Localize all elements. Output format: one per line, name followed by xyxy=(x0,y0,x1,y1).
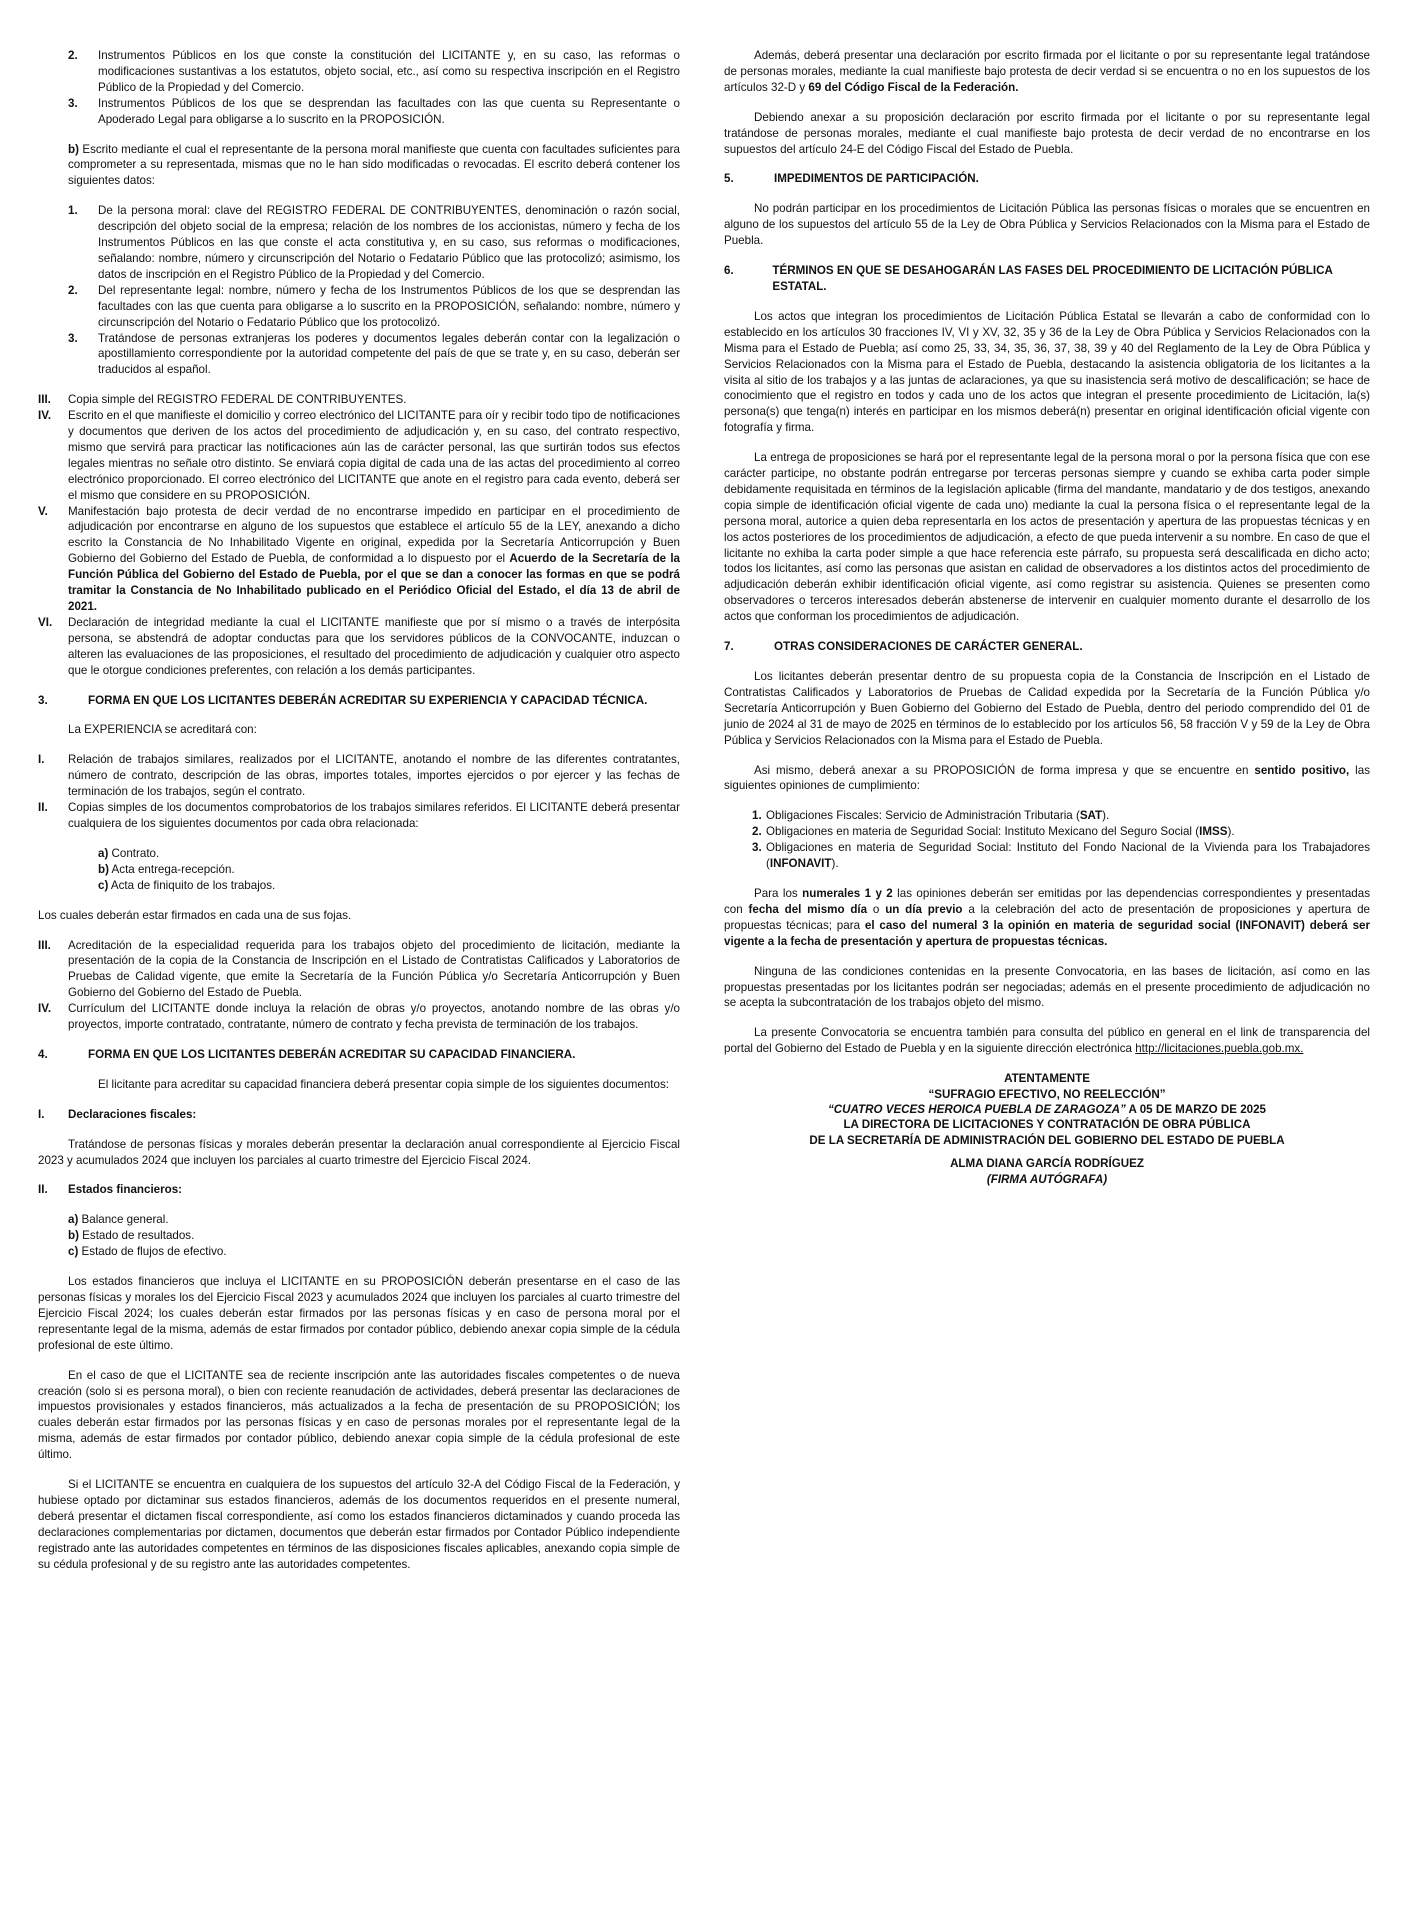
section-title: OTRAS CONSIDERACIONES DE CARÁCTER GENERAL. xyxy=(774,640,1083,654)
acuerdo-reference: Acuerdo de la Secretaría de la Función Pública del Gobierno del Estado de Puebla, por el que se dan a conocer las formas en que se podrá tramitar la Constancia de No Inhabilitado publicado en el Periódico Oficial del Estado, el día 13 de abril de 2021. xyxy=(68,552,680,613)
signature-note: (FIRMA AUTÓGRAFA) xyxy=(986,1172,1108,1186)
item-text: Del representante legal: nombre, número y fecha de los Instrumentos Públicos de los que se desprendan las facultades con las que cuenta para obligarse a lo suscrito en la PROPOSICIÓN, señalando: nombre, número y circunscripción del Notario o Fedatario Público que los protocolizó. xyxy=(98,283,680,329)
paragraph-text: La presente Convocatoria se encuentra también para consulta del público en general en el link de transparencia del portal del Gobierno del Estado de Puebla y en la siguiente dirección electrónica xyxy=(724,1026,1370,1056)
bold-text: 69 del Código Fiscal de la Federación. xyxy=(808,80,1019,94)
section-number: 7. xyxy=(724,640,734,654)
item-number: II. xyxy=(38,1183,48,1197)
item-number: II. xyxy=(38,801,48,815)
item-text: Escrito en el que manifieste el domicilio y correo electrónico del LICITANTE para oír y recibir todo tipo de notificaciones y documentos que deriven de los actos del procedimiento de adjudicación y, en su caso, del contrato respectivo, mismo que servirá para practicar las notificaciones aún las de carácter personal, las que surtirán todos sus efectos legales mientras no señale otro distinto. Se enviará copia digital de cada una de las actas del procedimiento al correo electrónico proporcionado. El correo electrónico del LICITANTE que anote en el registro para cada evento, deberá ser el mismo que considere en su PROPOSICIÓN. xyxy=(68,409,680,502)
item-number: III. xyxy=(38,393,51,407)
section-number: 4. xyxy=(38,1047,48,1061)
motto-line: “SUFRAGIO EFECTIVO, NO REELECCIÓN” xyxy=(928,1087,1166,1101)
item-text-part: Obligaciones en materia de Seguridad Social: Instituto Mexicano del Seguro Social ( xyxy=(766,825,1200,839)
paragraph: Los estados financieros que incluya el LICITANTE en su PROPOSICIÓN deberán presentarse en el caso de las personas físicas y morales los del Ejercicio Fiscal 2023 y acumulados 2024 que incluyen los parciales al cuarto trimestre del Ejercicio Fiscal 2024; los cuales deberán estar firmados por las personas físicas y en caso de persona moral por el representante legal de la misma, además de estar firmados por contador público, debiendo anexar copia simple de la cédula profesional de este último. xyxy=(38,1275,680,1352)
subsection-title: Estados financieros: xyxy=(68,1183,183,1197)
item-marker: b) xyxy=(68,1229,79,1243)
bold-text: numerales 1 y 2 xyxy=(802,886,893,900)
section-title: IMPEDIMENTOS DE PARTICIPACIÓN. xyxy=(774,172,979,186)
agency-acronym: SAT xyxy=(1079,809,1103,823)
bold-text: un día previo xyxy=(885,902,963,916)
item-number: IV. xyxy=(38,409,52,423)
item-number: 2. xyxy=(68,49,78,62)
list-item xyxy=(38,96,680,128)
documents-list xyxy=(38,846,680,894)
place-date-line xyxy=(724,1102,1370,1117)
item-text: Copias simples de los documentos comprobatorios de los trabajos similares referidos. El LICITANTE deberá presentar cualquiera de los siguientes documentos por cada obra relacionada: xyxy=(68,801,680,830)
item-text: Contrato. xyxy=(108,846,160,860)
signature-block xyxy=(724,1071,1370,1187)
subsection-heading xyxy=(38,1182,680,1198)
paragraph: El licitante para acreditar su capacidad financiera deberá presentar copia simple de los siguientes documentos: xyxy=(98,1077,669,1091)
list-item xyxy=(38,48,680,96)
item-text xyxy=(68,504,680,615)
item-text-part: ). xyxy=(831,857,839,871)
agency-acronym: INFONAVIT xyxy=(769,857,832,871)
subsection-heading xyxy=(38,1107,680,1123)
item-text: Estado de resultados. xyxy=(78,1229,195,1243)
bold-text: sentido positivo, xyxy=(1254,763,1350,777)
paragraph: Debiendo anexar a su proposición declaración por escrito firmada por el licitante o por su representante legal tratándose de personas morales, mediante el cual manifieste bajo protesta de decir verdad de no encontrarse en los supuestos del artículo 24-E del Código Fiscal del Estado de Puebla. xyxy=(724,110,1370,156)
list-item xyxy=(38,752,680,800)
section-number: 3. xyxy=(38,693,48,707)
item-text-part: Manifestación bajo protesta de decir verdad de no encontrarse impedido en participar en el procedimiento de adjudicación por encontrarse en alguno de los supuestos que establece el artículo 55 de la LEY, anexando a dicho escrito la Constancia de No Inhabilitado Vigente en original, expedida por la Secretaría Anticorrupción y Buen Gobierno del Gobierno del Estado de Puebla, de conformidad a lo dispuesto por el xyxy=(68,504,680,566)
item-number: 1. xyxy=(68,204,78,218)
paragraph: La EXPERIENCIA se acreditará con: xyxy=(68,723,257,737)
item-marker: b) xyxy=(68,142,79,156)
item-text: Instrumentos Públicos en los que conste la constitución del LICITANTE y, en su caso, las reformas o modificaciones sustantivas a los estatutos, objeto social, etc., así como su respectiva inscripción en el Registro Público de la Propiedad y del Comercio. xyxy=(98,49,680,94)
list-item xyxy=(38,1244,680,1260)
item-number: I. xyxy=(38,753,45,767)
paragraph-b xyxy=(38,142,680,190)
item-text-part: ). xyxy=(1227,825,1235,839)
section-heading xyxy=(38,1047,680,1063)
paragraph xyxy=(724,886,1370,950)
agency-acronym: IMSS xyxy=(1199,825,1228,839)
paragraph: Si el LICITANTE se encuentra en cualquiera de los supuestos del artículo 32-A del Código Fiscal de la Federación, y hubiese optado por dictaminar sus estados financieros, además de los documentos requeridos en el presente numeral, deberá presentar el dictamen fiscal correspondiente, así como los estados financieros dictaminados y cuando proceda las declaraciones complementarias por dictamen, documentos que deberán estar firmados por Contador Público independiente registrado ante las autoridades competentes en términos de las disposiciones fiscales aplicables, anexando copia simple de su cédula profesional y de su registro ante las autoridades competentes. xyxy=(38,1478,680,1571)
list-item xyxy=(38,504,680,615)
paragraph: Los actos que integran los procedimientos de Licitación Pública Estatal se llevarán a cabo de conformidad con lo establecido en los artículos 30 fracciones IV, VI y XV, 32, 35 y 36 de la Ley de Obra Pública y Servicios Relacionados con la Misma para el Estado de Puebla; así como 25, 33, 34, 35, 36, 37, 38, 39 y 40 del Reglamento de la Ley de Obra Pública y Servicios Relacionados con la Misma para el Estado de Puebla, destacando la asistencia obligatoria de los licitantes a la visita al sitio de los trabajos y a las juntas de aclaraciones, ya que su inasistencia será motivo de descalificación; se hace de conocimiento que el registro en todos y cada uno de los actos que integran el presente procedimiento de Licitación, la(s) persona(s) que tenga(n) interés en participar en los mismos deberá(n) presentar en original identificación oficial vigente con fotografía y firma. xyxy=(724,309,1370,435)
signer-agency: DE LA SECRETARÍA DE ADMINISTRACIÓN DEL GOBIERNO DEL ESTADO DE PUEBLA xyxy=(809,1133,1285,1147)
item-number: 3. xyxy=(68,96,78,110)
paragraph-text: las opiniones deberán ser emitidas por las dependencias correspondientes y presentadas con xyxy=(724,886,1370,916)
item-text: Acta entrega-recepción. xyxy=(108,862,235,876)
section-heading xyxy=(38,693,680,709)
paragraph xyxy=(724,48,1370,96)
list-item xyxy=(38,283,680,331)
item-number: IV. xyxy=(38,1002,52,1016)
item-number: 3. xyxy=(752,841,762,855)
item-text: Relación de trabajos similares, realizados por el LICITANTE, anotando el nombre de las diferentes contratantes, número de contrato, descripción de las obras, importes totales, importes ejercidos o por ejercer y las fechas de terminación de los trabajos, según el contrato. xyxy=(68,753,680,799)
item-number: 2. xyxy=(752,825,762,839)
list-item xyxy=(38,615,680,679)
section-title: FORMA EN QUE LOS LICITANTES DEBERÁN ACREDITAR SU EXPERIENCIA Y CAPACIDAD TÉCNICA. xyxy=(88,693,648,707)
closing-line: ATENTAMENTE xyxy=(1004,1072,1090,1086)
paragraph-text: Además, deberá presentar una declaración por escrito firmada por el licitante o por su representante legal tratándose de personas morales, mediante la cual manifieste bajo protesta de decir verdad si se encuentra o no en los supuestos de los artículos 32-D y xyxy=(724,49,1370,94)
item-number: 2. xyxy=(68,283,78,297)
paragraph: Ninguna de las condiciones contenidas en la presente Convocatoria, en las bases de licitación, así como en las propuestas presentadas por los licitantes podrán ser negociadas; además en el presente procedimiento de adjudicación no se acepta la subcontratación de los trabajos objeto del mismo. xyxy=(724,964,1370,1010)
item-text-part: Obligaciones Fiscales: Servicio de Administración Tributaria ( xyxy=(766,809,1080,823)
list-item xyxy=(38,1228,680,1244)
item-number: VI. xyxy=(38,615,53,629)
item-text: Currículum del LICITANTE donde incluya la relación de obras y/o proyectos, anotando nombre de las obras y/o proyectos, importe contratado, contratante, número de contrato y fecha prevista de terminación de los trabajos. xyxy=(68,1002,680,1032)
paragraph: Los cuales deberán estar firmados en cada una de sus fojas. xyxy=(38,908,352,922)
item-text: Tratándose de personas extranjeras los poderes y documentos legales deberán contar con la legalización o apostillamiento correspondiente por la autoridad competente del país de que se trate y, en su caso, deberán ser traducidos al español. xyxy=(98,331,680,377)
section-number: 5. xyxy=(724,172,734,186)
bold-text: el caso del numeral 3 la opinión en materia de seguridad social (INFONAVIT) deberá ser vigente a la fecha de presentación y apertura de propuestas técnicas. xyxy=(724,918,1371,948)
item-number: 1. xyxy=(752,809,762,823)
section-heading xyxy=(724,639,1370,655)
item-text xyxy=(766,808,1370,824)
list-item xyxy=(38,392,680,408)
item-text-part: Obligaciones en materia de Seguridad Social: Instituto del Fondo Nacional de la Vivienda para los Trabajadores ( xyxy=(766,841,1370,871)
list-item xyxy=(724,840,1370,872)
statements-list xyxy=(38,1212,680,1260)
list-item xyxy=(38,1212,680,1228)
item-number: I. xyxy=(38,1107,45,1121)
paragraph-text: a la celebración del acto de presentación de proposiciones y apertura de propuestas técnicas; para xyxy=(724,902,1371,932)
item-number: V. xyxy=(38,504,48,518)
item-text: De la persona moral: clave del REGISTRO FEDERAL DE CONTRIBUYENTES, denominación o razón social, descripción del objeto social de la empresa; relación de los nombres de los accionistas, número y fecha de los Instrumentos Públicos en las que conste el acta constitutiva y, en su caso, sus reformas o modificaciones, señalando: nombre, número y circunscripción del Notario o Fedatario Público que las protocolizó; asimismo, los datos de inscripción en el Registro Público de la Propiedad y del Comercio. xyxy=(98,204,680,281)
left-column xyxy=(38,48,680,1906)
item-marker: c) xyxy=(68,1245,79,1259)
item-text: Acreditación de la especialidad requerida para los trabajos objeto del procedimiento de licitación, mediante la presentación de la copia de la Constancia de Inscripción en el Listado de Contratistas Calificados y Laboratorios de Pruebas de Calidad vigente, que emite la Secretaría de la Función Pública y/o Secretaría Anticorrupción y Buen Gobierno del Gobierno del Estado de Puebla. xyxy=(68,938,680,1000)
section-title: FORMA EN QUE LOS LICITANTES DEBERÁN ACREDITAR SU CAPACIDAD FINANCIERA. xyxy=(88,1047,576,1061)
list-item xyxy=(38,408,680,503)
item-text xyxy=(766,824,1370,840)
paragraph xyxy=(724,1025,1370,1057)
item-text: Acta de finiquito de los trabajos. xyxy=(108,878,276,892)
bold-text: fecha del mismo día xyxy=(748,902,868,916)
paragraph-text: Asi mismo, deberá anexar a su PROPOSICIÓN de forma impresa y que se encuentre en xyxy=(754,763,1255,777)
paragraph-text: Escrito mediante el cual el representante de la persona moral manifieste que cuenta con facultades suficientes para comprometer a su representada, mismas que no le han sido modificadas o revocadas. El escrito deberá contener los siguientes datos: xyxy=(68,142,680,188)
paragraph: No podrán participar en los procedimientos de Licitación Pública las personas físicas o morales que se encuentren en alguno de los supuestos del artículo 55 de la Ley de Obra Pública y Servicios Relacionados con la Misma para el Estado de Puebla. xyxy=(724,202,1370,248)
item-text: Instrumentos Públicos de los que se desprendan las facultades con las que cuenta su Representante o Apoderado Legal para obligarse a lo suscrito en la PROPOSICIÓN. xyxy=(98,96,680,126)
list-item xyxy=(38,800,680,832)
city-motto: “CUATRO VECES HEROICA PUEBLA DE ZARAGOZA” xyxy=(827,1102,1126,1116)
item-marker: a) xyxy=(68,1213,79,1227)
item-text: Copia simple del REGISTRO FEDERAL DE CONTRIBUYENTES. xyxy=(68,393,407,407)
transparency-link[interactable]: http://licitaciones.puebla.gob.mx. xyxy=(1135,1042,1304,1056)
section-number: 6. xyxy=(724,264,734,278)
paragraph-text: las siguientes opiniones de cumplimiento: xyxy=(724,763,1370,793)
list-item xyxy=(38,1001,680,1033)
signer-title: LA DIRECTORA DE LICITACIONES Y CONTRATACIÓN DE OBRA PÚBLICA xyxy=(843,1118,1251,1132)
item-text: Declaración de integridad mediante la cual el LICITANTE manifieste que por sí mismo o a través de interpósita persona, se abstendrá de adoptar conductas para que los servidores públicos de la CONVOCANTE, induzcan o alteren las evaluaciones de las proposiciones, el resultado del procedimiento de adjudicación y cualquier otro aspecto que le otorgue condiciones preferentes, con relación a los demás participantes. xyxy=(68,615,680,677)
paragraph-text: o xyxy=(867,902,886,916)
date-text: A 05 DE MARZO DE 2025 xyxy=(1125,1102,1267,1116)
item-text-part: ). xyxy=(1102,809,1110,823)
paragraph: Tratándose de personas físicas y morales deberán presentar la declaración anual correspondiente al Ejercicio Fiscal 2023 y acumulados 2024 que incluyen los parciales al cuarto trimestre del Ejercicio Fiscal 2024. xyxy=(38,1137,680,1167)
subsection-title: Declaraciones fiscales: xyxy=(68,1107,197,1121)
paragraph xyxy=(724,763,1370,795)
item-number: III. xyxy=(38,938,51,952)
section-heading xyxy=(724,263,1370,295)
list-item xyxy=(724,824,1370,840)
item-text: Balance general. xyxy=(78,1213,169,1227)
section-title: TÉRMINOS EN QUE SE DESAHOGARÁN LAS FASES DEL PROCEDIMIENTO DE LICITACIÓN PÚBLICA ESTATAL. xyxy=(772,264,1333,293)
item-marker: c) xyxy=(98,878,109,892)
item-number: 3. xyxy=(68,331,78,345)
item-marker: b) xyxy=(98,862,109,876)
paragraph: Los licitantes deberán presentar dentro de su propuesta copia de la Constancia de Inscripción en el Listado de Contratistas Calificados y Laboratorios de Pruebas de Calidad expedida por la Secretaría de la Función Pública y/o Secretaría Anticorrupción y Buen Gobierno del Gobierno del Estado de Puebla, dentro del periodo comprendido del 01 de junio de 2024 al 31 de mayo de 2025 en términos de lo establecido por los artículos 56, 58 fracción V y 59 de la Ley de Obra Pública y Servicios Relacionados con la Misma para el Estado de Puebla. xyxy=(724,670,1370,747)
paragraph: En el caso de que el LICITANTE sea de reciente inscripción ante las autoridades fiscales competentes o de nueva creación (solo si es persona moral), o bien con reciente reanudación de actividades, deberá presentar las declaraciones de impuestos provisionales y estados financieros, más actualizados a la fecha de presentación de su PROPOSICIÓN; los cuales deberán estar firmados por las personas físicas y en caso de personas morales por el representante legal de la misma, además de estar firmados por contador público, debiendo anexar copia simple de la cédula profesional de este último. xyxy=(38,1368,680,1462)
paragraph: La entrega de proposiciones se hará por el representante legal de la persona moral o por la persona física que con ese carácter participe, no obstante podrán entregarse por terceras personas siempre y cuando se exhiba carta poder simple debidamente requisitada en términos de la legislación aplicable (firma del mandante, mandatario y de dos testigos, anexando copia simple de identificación oficial vigente de cada uno) mediante la cual la persona física o el representante legal de la persona moral, autorice a quien deba representarla en los actos de presentación y apertura de las propuestas técnicas y en los actos posteriores de los procedimientos de adjudicación, a efecto de que pueda intervenir a su nombre. En caso de que el licitante no exhiba la carta poder simple a que hace referencia este párrafo, su propuesta será descalificada en dicho acto; todos los licitantes, así como las personas que asistan en calidad de observadores a los distintos actos del procedimiento de adjudicación deberán exhibir identificación oficial vigente, así como registrar su asistencia. Quienes se presenten como observadores o terceros interesados deberán abstenerse de intervenir en cualquier momento durante el desarrollo de los actos que conforman los procedimientos de adjudicación. xyxy=(724,451,1370,624)
list-item xyxy=(724,808,1370,824)
signer-name: ALMA DIANA GARCÍA RODRÍGUEZ xyxy=(950,1157,1144,1171)
paragraph-text: Para los xyxy=(754,886,803,900)
item-text: Estado de flujos de efectivo. xyxy=(78,1245,227,1259)
section-heading xyxy=(724,171,1370,187)
item-text xyxy=(766,840,1370,872)
list-item xyxy=(38,938,680,1002)
list-item xyxy=(68,862,680,878)
list-item xyxy=(38,203,680,283)
list-item xyxy=(68,878,680,894)
right-column xyxy=(724,48,1370,1906)
list-item xyxy=(38,331,680,379)
item-marker: a) xyxy=(98,846,109,860)
list-item xyxy=(68,846,680,862)
